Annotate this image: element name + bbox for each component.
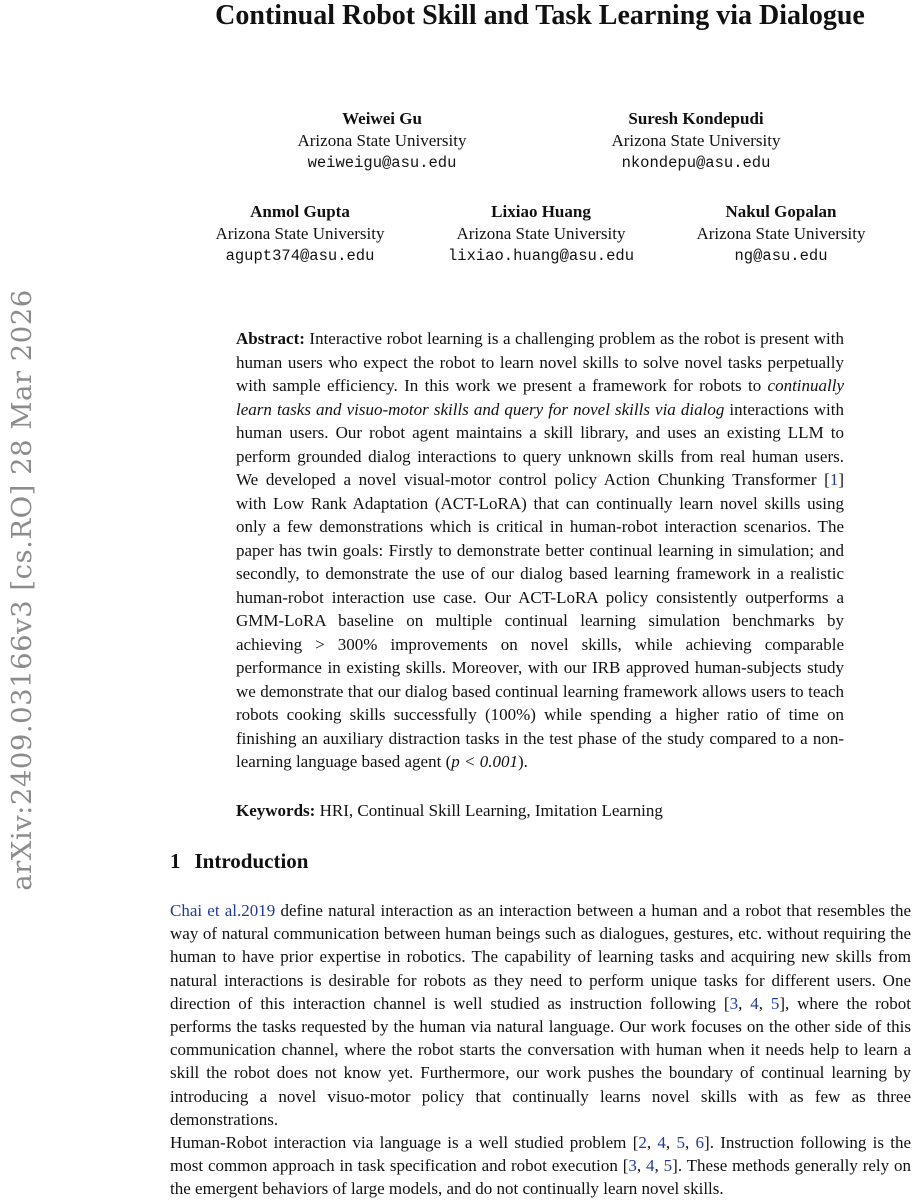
author-affiliation: Arizona State University: [215, 224, 385, 243]
abstract: [236, 327, 844, 774]
citation-link[interactable]: 4: [657, 1133, 666, 1152]
author-email[interactable]: ng@asu.edu: [734, 247, 828, 265]
author-name: Weiwei Gu: [342, 109, 422, 128]
abstract-text: interactions with human users. Our robot agent maintains a skill library, and uses an existing LLM to perform grounded dialog interactions to query unknown skills from real human users. We developed a novel visual-motor control policy Action Chunking Transformer [: [236, 399, 845, 489]
abstract-text: ).: [517, 752, 528, 771]
paragraph-text: ]. These methods generally rely on the emergent behaviors of large models, and do not continually learn novel skills.: [170, 1156, 912, 1199]
keywords: [236, 799, 856, 822]
paragraph-text: ]. Instruction following is the most common approach in task specification and robot execution [: [170, 1133, 912, 1176]
author-affiliation: Arizona State University: [611, 131, 781, 150]
abstract-label: Abstract:: [236, 329, 305, 348]
intro-paragraph: Human-Robot interaction via language is a well studied problem [2, 4, 5, 6]. Instruction following is the most common approach in task specification and robot execution [3, 4, 5]. These methods generally rely on the emergent behaviors of large models, and do not continually learn novel skills.: [170, 1133, 912, 1199]
author-block: [180, 201, 420, 267]
author-affiliation: Arizona State University: [456, 224, 626, 243]
citation-link[interactable]: 4: [750, 993, 759, 1013]
section-heading: [170, 849, 308, 874]
author-name: Anmol Gupta: [250, 202, 350, 221]
arxiv-identifier: arXiv:2409.03166v3 [cs.RO] 28 Mar 2026: [6, 289, 38, 891]
keywords-label: Keywords:: [236, 801, 316, 820]
author-affiliation: Arizona State University: [297, 131, 467, 150]
citation-link[interactable]: 6: [695, 1133, 705, 1152]
author-block: [262, 108, 502, 174]
citation-link[interactable]: 3: [628, 1156, 637, 1176]
author-block: [421, 201, 661, 267]
abstract-math: p < 0.001: [451, 752, 518, 771]
paragraph-text: Human-Robot interaction via language is a well studied problem [: [170, 1133, 639, 1152]
citation-link[interactable]: 3: [729, 993, 739, 1013]
citation-link[interactable]: 5: [663, 1156, 673, 1176]
intro-paragraph: Chai et al.2019 define natural interaction as an interaction between a human and a robot that resembles the way of natural communication between human beings such as dialogues, gestures, etc. without requiring the human to have prior expertise in robotics. The capability of learning tasks and acquiring new skills from natural interactions is desirable for robots as they need to perform unique tasks for different users. One direction of this interaction channel is well studied as instruction following [3, 4, 5], where the robot performs the tasks requested by the human via natural language. Our work focuses on the other side of this communication channel, where the robot starts the conversation with human when it needs help to learn a skill the robot does not know yet. Furthermore, our work pushes the boundary of continual learning by introducing a novel visuo-motor policy that continually learns novel skills with as few as three demonstrations.: [170, 901, 912, 1129]
author-name: Nakul Gopalan: [725, 202, 837, 221]
author-name: Lixiao Huang: [491, 202, 591, 221]
citation-link[interactable]: 4: [646, 1156, 655, 1176]
author-email[interactable]: agupt374@asu.edu: [225, 247, 375, 265]
author-email[interactable]: lixiao.huang@asu.edu: [447, 247, 635, 265]
author-email[interactable]: nkondepu@asu.edu: [621, 154, 771, 172]
citation-link[interactable]: Chai et al.2019: [170, 901, 276, 920]
section-title: Introduction: [194, 849, 309, 873]
abstract-text: ] with Low Rank Adaptation (ACT-LoRA) that can continually learn novel skills using only a few demonstrations which is critical in human-robot interaction scenarios. The paper has twin goals: Firstly to demonstrate better continual learning in simulation; and secondly, to demonstrate the use of our dialog based learning framework in a realistic human-robot interaction use case. Our ACT-LoRA policy consistently outperforms a GMM-LoRA baseline on multiple continual learning simulation benchmarks by achieving > 300% improvements on novel skills, while achieving comparable performance in existing skills. Moreover, with our IRB approved human-subjects study we demonstrate that our dialog based continual learning framework allows users to teach robots cooking skills successfully (100%) while spending a higher ratio of time on finishing an auxiliary distraction tasks in the test phase of the study compared to a non-learning language based agent (: [236, 470, 844, 771]
abstract-text: Interactive robot learning is a challenging problem as the robot is present with human users who expect the robot to learn novel skills to solve novel tasks perpetually with sample efficiency. In this work we present a framework for robots to: [236, 329, 844, 395]
abstract-emphasis: continually learn tasks and visuo-motor skills and query for novel skills via dialog: [236, 376, 845, 419]
author-email[interactable]: weiweigu@asu.edu: [307, 154, 457, 172]
author-name: Suresh Kondepudi: [628, 109, 764, 128]
keywords-text: HRI, Continual Skill Learning, Imitation Learning: [319, 801, 663, 820]
citation-link[interactable]: 1: [829, 470, 839, 489]
paragraph-text: ], where the robot performs the tasks requested by the human via natural language. Our work focuses on the other side of this communication channel, where the robot starts the conversation with human when it needs help to learn a skill the robot does not know yet. Furthermore, our work pushes the boundary of continual learning by introducing a novel visuo-motor policy that continually learns novel skills with as few as three demonstrations.: [170, 993, 912, 1129]
citation-link[interactable]: 2: [638, 1133, 647, 1152]
author-block: [661, 201, 901, 267]
paragraph-text: define natural interaction as an interaction between a human and a robot that resembles the way of natural communication between human beings such as dialogues, gestures, etc. without requiring the human to have prior expertise in robotics. The capability of learning tasks and acquiring new skills from natural interactions is desirable for robots as they need to perform unique tasks for different users. One direction of this interaction channel is well studied as instruction following [: [170, 901, 912, 1013]
author-block: [576, 108, 816, 174]
citation-link[interactable]: 5: [676, 1133, 685, 1152]
section-number: 1: [170, 849, 181, 873]
citation-link[interactable]: 5: [770, 993, 780, 1013]
paper-title: Continual Robot Skill and Task Learning via Dialogue: [215, 0, 865, 31]
author-affiliation: Arizona State University: [696, 224, 866, 243]
